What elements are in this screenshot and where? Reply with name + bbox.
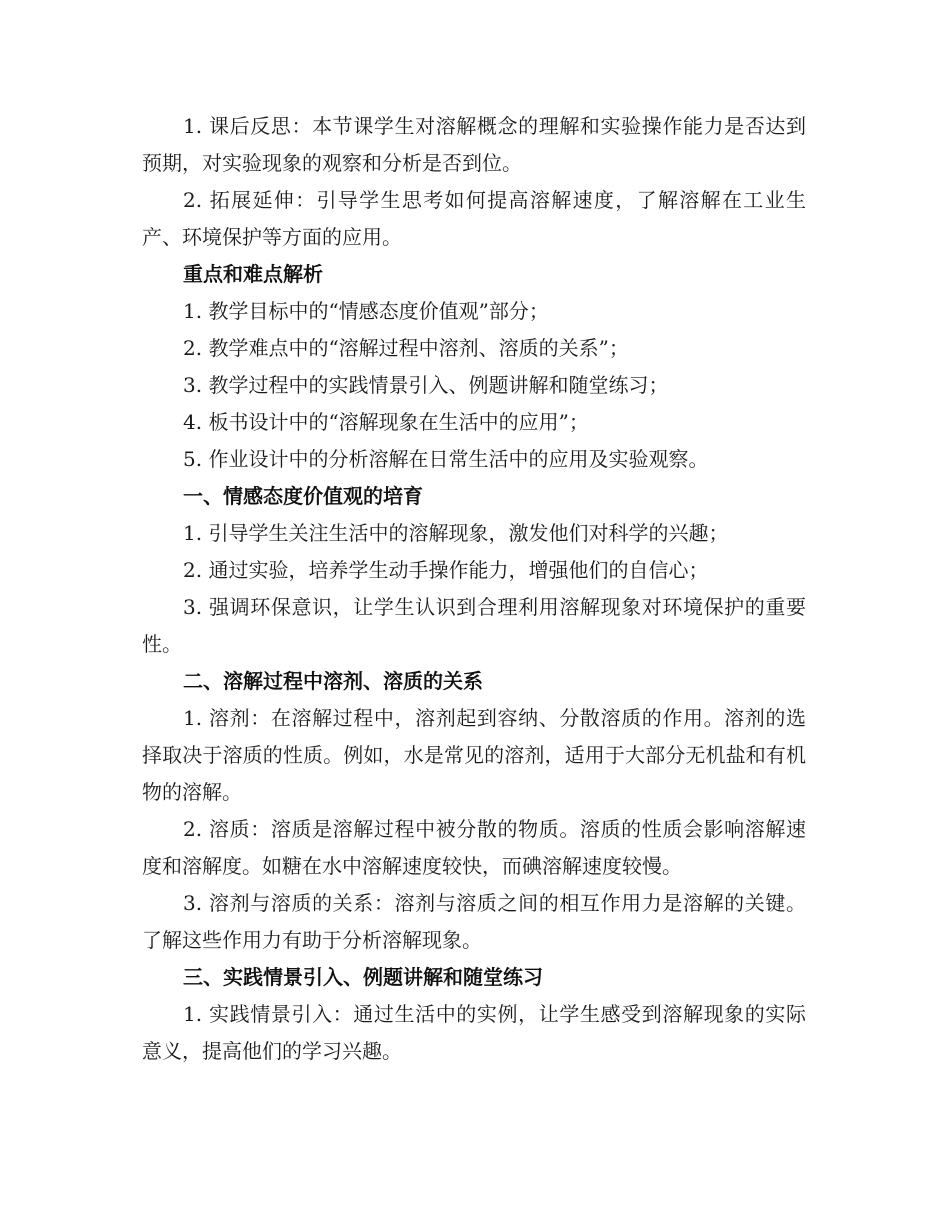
paragraph-reflection: 1. 课后反思：本节课学生对溶解概念的理解和实验操作能力是否达到预期，对实验现象的观察和分析是否到位。 xyxy=(142,114,806,175)
section-2-item: 3. 溶剂与溶质的关系：溶剂与溶质之间的相互作用力是溶解的关键。了解这些作用力有助于分析溶解现象。 xyxy=(142,891,806,952)
key-item: 2. 教学难点中的“溶解过程中溶剂、溶质的关系”； xyxy=(183,336,629,360)
document-body xyxy=(142,108,806,1070)
key-item: 5. 作业设计中的分析溶解在日常生活中的应用及实验观察。 xyxy=(183,447,709,471)
key-item: 1. 教学目标中的“情感态度价值观”部分； xyxy=(183,299,549,323)
section-1-item: 3. 强调环保意识，让学生认识到合理利用溶解现象对环境保护的重要性。 xyxy=(142,595,806,656)
section-1-item: 2. 通过实验，培养学生动手操作能力，增强他们的自信心； xyxy=(183,558,709,582)
section-3-item: 1. 实践情景引入：通过生活中的实例，让学生感受到溶解现象的实际意义，提高他们的学习兴趣。 xyxy=(142,1002,806,1063)
section-1-item: 1. 引导学生关注生活中的溶解现象，激发他们对科学的兴趣； xyxy=(183,521,729,545)
heading-section-1: 一、情感态度价值观的培育 xyxy=(183,484,423,508)
heading-key-points: 重点和难点解析 xyxy=(183,262,323,286)
key-item: 3. 教学过程中的实践情景引入、例题讲解和随堂练习； xyxy=(183,373,669,397)
section-2-item: 1. 溶剂：在溶解过程中，溶剂起到容纳、分散溶质的作用。溶剂的选择取决于溶质的性质。例如，水是常见的溶剂，适用于大部分无机盐和有机物的溶解。 xyxy=(142,706,806,804)
heading-section-2: 二、溶解过程中溶剂、溶质的关系 xyxy=(183,669,483,693)
key-item: 4. 板书设计中的“溶解现象在生活中的应用”； xyxy=(183,410,589,434)
section-2-item: 2. 溶质：溶质是溶解过程中被分散的物质。溶质的性质会影响溶解速度和溶解度。如糖在水中溶解速度较快，而碘溶解速度较慢。 xyxy=(142,817,806,878)
heading-section-3: 三、实践情景引入、例题讲解和随堂练习 xyxy=(183,965,543,989)
paragraph-extension: 2. 拓展延伸：引导学生思考如何提高溶解速度，了解溶解在工业生产、环境保护等方面的应用。 xyxy=(142,188,806,249)
